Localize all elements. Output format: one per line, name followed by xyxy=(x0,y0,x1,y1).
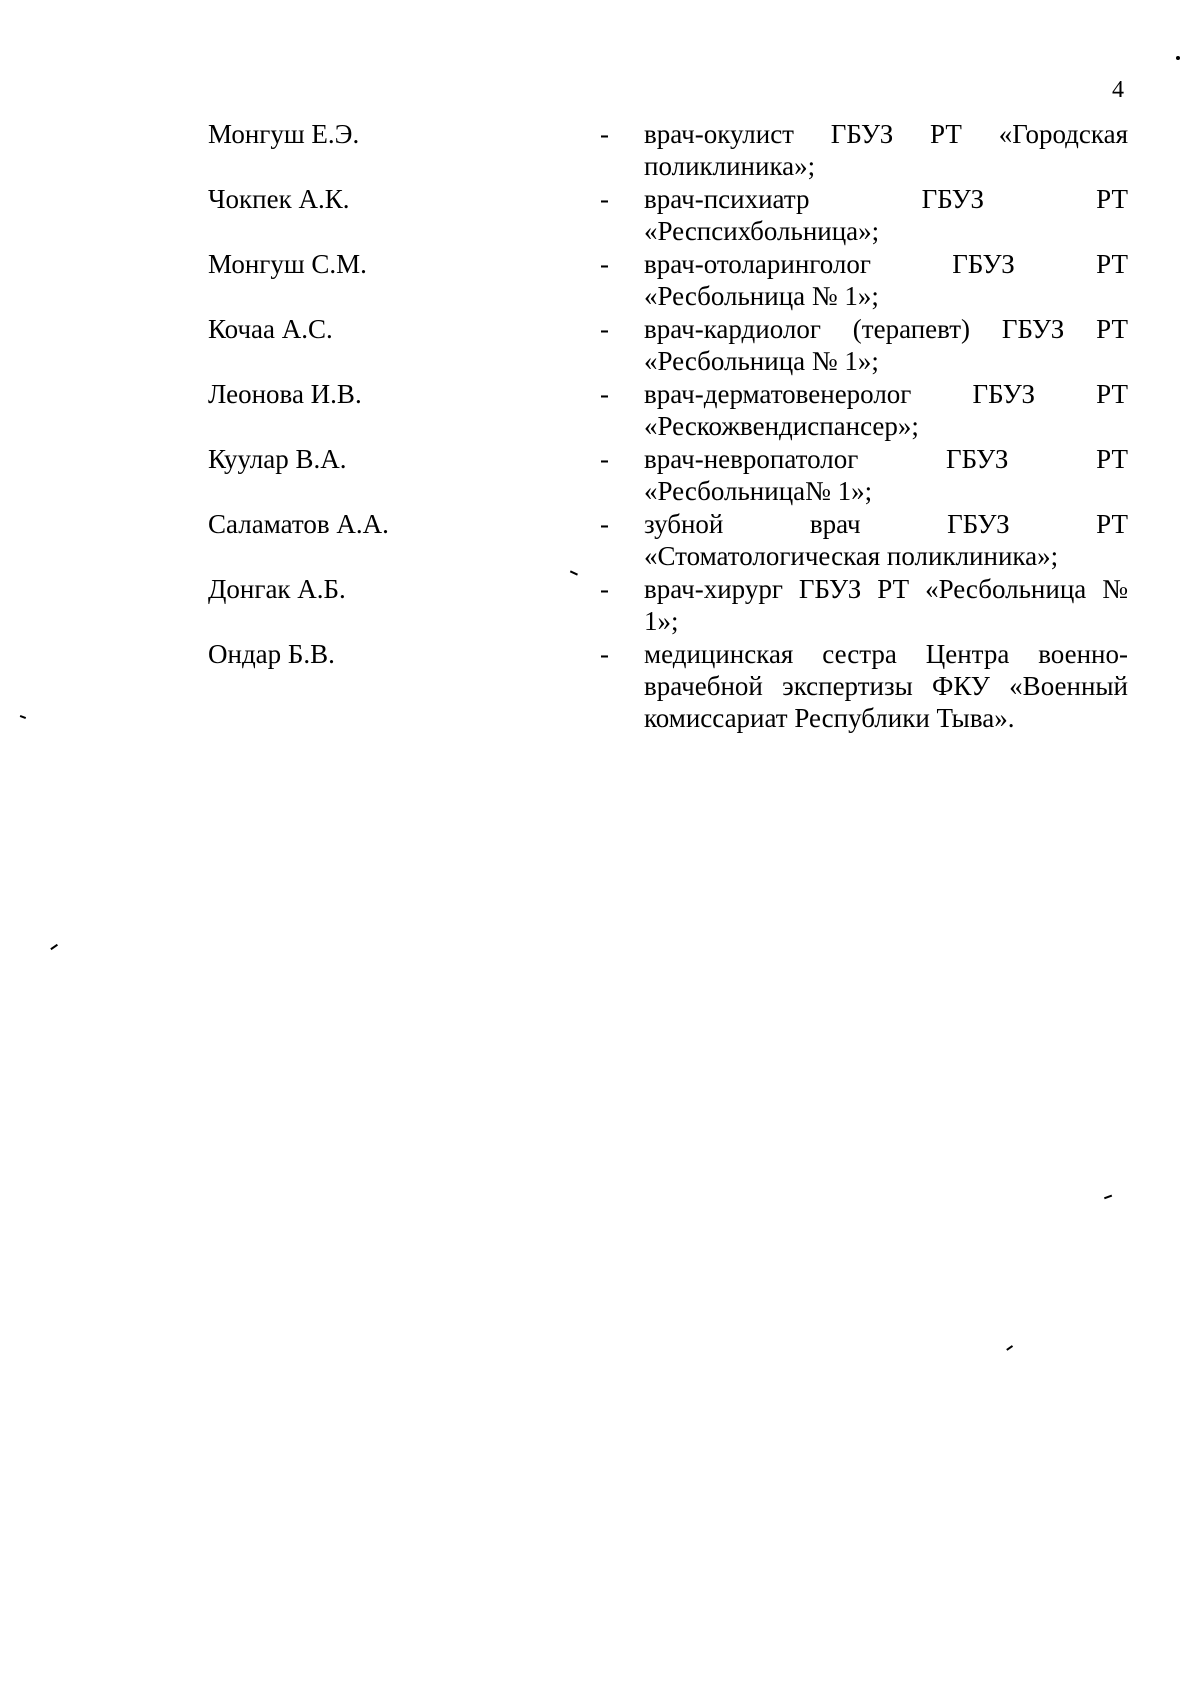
list-item xyxy=(208,573,1128,638)
page-number: 4 xyxy=(1112,77,1124,103)
member-role: врач-кардиолог (терапевт) ГБУЗ РТ «Ресбольница № 1»; xyxy=(644,314,1128,376)
separator-dash: - xyxy=(600,509,609,539)
list-item xyxy=(208,508,1128,573)
member-role: врач-окулист ГБУЗ РТ «Городская поликлиника»; xyxy=(644,119,1128,181)
list-item xyxy=(208,183,1128,248)
member-name: Монгуш Е.Э. xyxy=(208,119,360,149)
list-item xyxy=(208,378,1128,443)
list-item xyxy=(208,638,1128,733)
member-name: Монгуш С.М. xyxy=(208,249,367,279)
member-role: врач-хирург ГБУЗ РТ «Ресбольница № 1»; xyxy=(644,574,1128,636)
scan-mark xyxy=(1104,1195,1112,1199)
separator-dash: - xyxy=(600,119,609,149)
separator-dash: - xyxy=(600,444,609,474)
scan-mark xyxy=(1006,1345,1013,1350)
separator-dash: - xyxy=(600,184,609,214)
separator-dash: - xyxy=(600,249,609,279)
member-name: Куулар В.А. xyxy=(208,444,347,474)
member-role: врач-отоларинголог ГБУЗ РТ «Ресбольница № 1»; xyxy=(644,249,1128,311)
commission-member-list xyxy=(208,118,1128,733)
separator-dash: - xyxy=(600,639,609,669)
separator-dash: - xyxy=(600,314,609,344)
scan-mark xyxy=(50,944,57,950)
member-name: Саламатов А.А. xyxy=(208,509,389,539)
member-name: Донгак А.Б. xyxy=(208,574,346,604)
member-role: медицинская сестра Центра военно-врачебной экспертизы ФКУ «Военный комиссариат Республики Тыва». xyxy=(644,639,1128,733)
separator-dash: - xyxy=(600,574,609,604)
member-name: Чокпек А.К. xyxy=(208,184,350,214)
list-item xyxy=(208,118,1128,183)
list-item xyxy=(208,443,1128,508)
member-name: Леонова И.В. xyxy=(208,379,362,409)
separator-dash: - xyxy=(600,379,609,409)
member-name: Ондар Б.В. xyxy=(208,639,335,669)
member-name: Кочаа А.С. xyxy=(208,314,333,344)
list-item xyxy=(208,313,1128,378)
member-role: врач-невропатолог ГБУЗ РТ «Ресбольница№ 1»; xyxy=(644,444,1128,506)
scan-speck xyxy=(1176,56,1180,60)
member-role: зубной врач ГБУЗ РТ «Стоматологическая поликлиника»; xyxy=(644,509,1128,571)
list-item xyxy=(208,248,1128,313)
scan-mark xyxy=(20,715,26,718)
member-role: врач-дерматовенеролог ГБУЗ РТ «Рескожвендиспансер»; xyxy=(644,379,1128,441)
member-role: врач-психиатр ГБУЗ РТ «Респсихбольница»; xyxy=(644,184,1128,246)
